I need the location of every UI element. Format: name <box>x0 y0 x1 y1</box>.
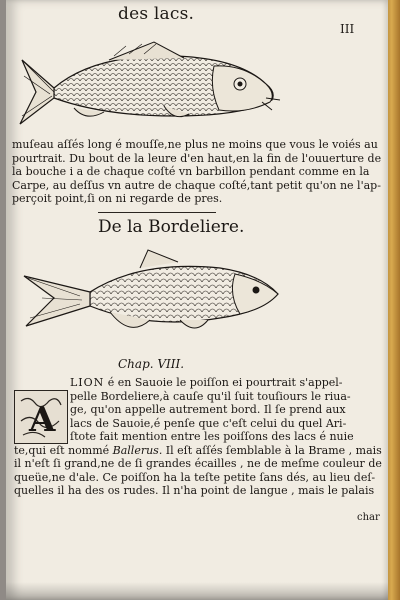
text-line: lacs de Sauoie,é penſe que c'eſt celui du quel Ari- <box>70 416 347 430</box>
text-line: pourtrait. Du bout de la leure d'en haut,en la fin de l'ouuerture de <box>12 151 382 165</box>
text-line: ge, qu'on appelle autrement bord. Il ſe prend aux <box>70 403 346 416</box>
text-line: quelles il ha des os rudes. Il n'ha point de langue , mais le palais <box>14 484 375 497</box>
lower-paragraph <box>14 376 382 498</box>
chapter-label: Chap. VIII. <box>118 357 185 371</box>
running-head: des lacs. <box>118 4 195 24</box>
bream-woodcut-icon <box>20 246 282 342</box>
text-line: ſtote fait mention entre les poiſſons des lacs é nuie <box>70 430 354 443</box>
text-line: LION é en Sauoie le poiſſon ei pourtrait s'appel- <box>70 376 343 389</box>
section-rule <box>98 212 216 213</box>
page-shadow <box>6 582 388 600</box>
text-line: pelle Bordeliere,à cauſe qu'il ſuit touſiours le riua- <box>70 389 351 403</box>
text-line: perçoit point,ſi on ni regarde de pres. <box>12 192 223 205</box>
svg-text:A: A <box>29 400 56 440</box>
text-line: il n'eſt ſi grand,ne de ſi grandes écailles , ne de meſme couleur de <box>14 457 382 470</box>
text-line: te,qui eſt nommé Ballerus. Il eſt aſſés ſemblable à la Brame , mais <box>14 443 382 457</box>
section-title: De la Bordeliere. <box>98 217 245 237</box>
book-edge <box>386 0 400 600</box>
upper-paragraph <box>12 138 382 206</box>
text-line: Carpe, au deſſus vn autre de chaque coſté,tant petit qu'on ne l'ap- <box>12 178 381 192</box>
folio-number: III <box>340 22 355 36</box>
text-line: muſeau aſſés long é mouſſe,ne plus ne moins que vous le voiés au <box>12 138 378 151</box>
catchword: char <box>357 512 380 523</box>
text-line: la bouche i a de chaque coſté vn barbillon pendant comme en la <box>12 165 370 178</box>
text-line: queüe,ne d'ale. Ce poiſſon ha la teſte petite ſans dés, au lieu deſ- <box>14 470 376 484</box>
fish-woodcut-icon <box>14 36 284 132</box>
